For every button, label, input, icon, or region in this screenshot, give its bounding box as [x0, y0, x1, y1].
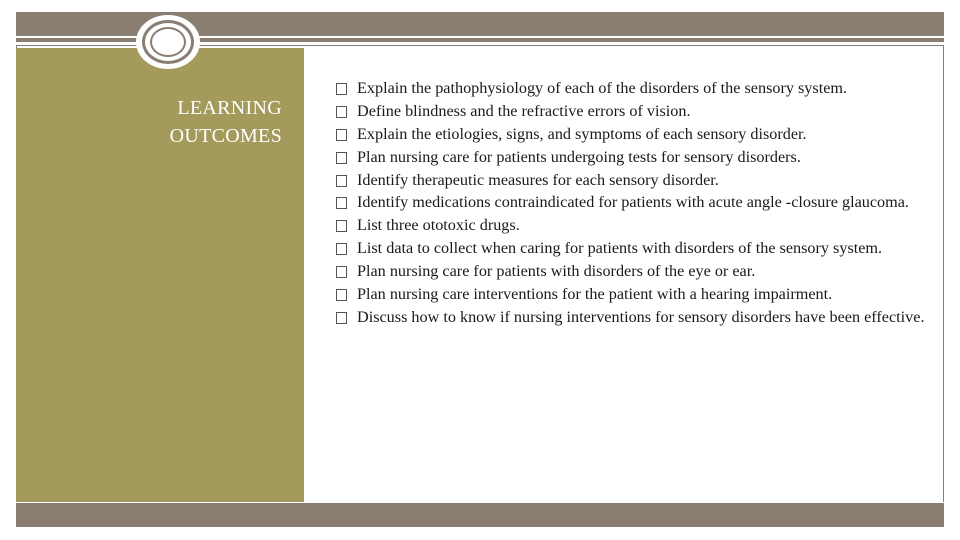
square-bullet-icon	[336, 243, 347, 255]
square-bullet-icon	[336, 220, 347, 232]
list-item-text: Define blindness and the refractive errors of vision.	[357, 101, 691, 120]
square-bullet-icon	[336, 106, 347, 118]
list-item-text: Identify medications contraindicated for patients with acute angle -closure glaucoma.	[357, 193, 909, 212]
list-item-text: Identify therapeutic measures for each sensory disorder.	[357, 170, 719, 189]
list-item	[336, 285, 926, 304]
section-title-line-2: OUTCOMES	[169, 125, 282, 147]
list-item-text: Discuss how to know if nursing interventions for sensory disorders have been effective.	[357, 307, 925, 326]
list-item	[336, 308, 926, 327]
list-item	[336, 193, 926, 212]
square-bullet-icon	[336, 312, 347, 324]
square-bullet-icon	[336, 129, 347, 141]
square-bullet-icon	[336, 197, 347, 209]
list-item	[336, 171, 926, 190]
list-item-text: Plan nursing care interventions for the patient with a hearing impairment.	[357, 285, 833, 304]
list-item	[336, 148, 926, 167]
list-item	[336, 102, 926, 121]
list-item	[336, 262, 926, 281]
list-item	[336, 79, 926, 98]
square-bullet-icon	[336, 152, 347, 164]
square-bullet-icon	[336, 175, 347, 187]
bottom-bar	[16, 503, 944, 527]
section-title-line-1: LEARNING	[177, 97, 282, 119]
list-item-text: List data to collect when caring for patients with disorders of the sensory system.	[357, 239, 883, 258]
list-item-text: Plan nursing care for patients undergoing tests for sensory disorders.	[357, 147, 801, 166]
list-item	[336, 239, 926, 258]
list-item-text: Explain the etiologies, signs, and symptoms of each sensory disorder.	[357, 124, 807, 143]
list-item	[336, 216, 926, 235]
list-item-text: Explain the pathophysiology of each of the disorders of the sensory system.	[357, 79, 848, 97]
list-item	[336, 125, 926, 144]
list-item-text: Plan nursing care for patients with disorders of the eye or ear.	[357, 262, 756, 281]
square-bullet-icon	[336, 83, 347, 95]
ring-emblem-icon	[136, 15, 200, 69]
list-item-text: List three ototoxic drugs.	[357, 216, 520, 235]
square-bullet-icon	[336, 266, 347, 278]
section-title	[130, 94, 282, 150]
square-bullet-icon	[336, 289, 347, 301]
outcomes-list	[336, 79, 926, 331]
